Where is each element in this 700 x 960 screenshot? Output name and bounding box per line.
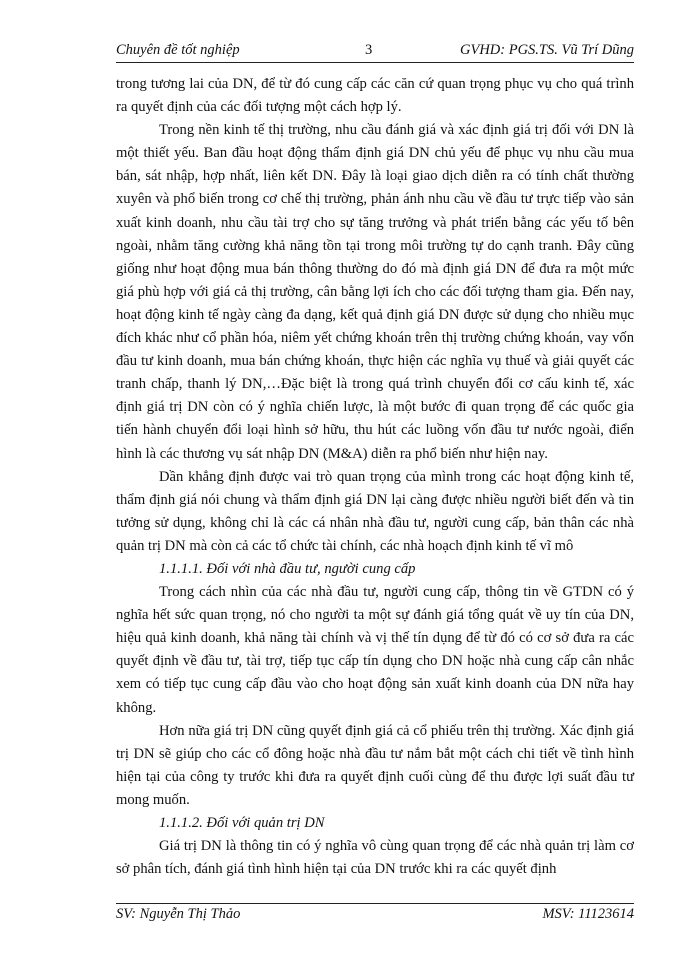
paragraph-investors: Trong cách nhìn của các nhà đầu tư, người cung cấp, thông tin về GTDN có ý nghĩa hết sức quan trọng, nó cho người ta một sự đánh giá tổng quát về uy tín của DN, hiệu quả kinh doanh, khả năng tài chính và vị thế tín dụng để từ đó có cơ sở đưa ra các quyết định về đầu tư, tài trợ, tiếp tục cấp tín dụng cho DN hoặc nhà cung cấp cân nhắc xem có tiếp tục cung cấp đầu vào cho hoạt động sản xuất kinh doanh của DN nữa hay không. <box>116 584 634 716</box>
paragraph-continuation: trong tương lai của DN, để từ đó cung cấp các căn cứ quan trọng phục vụ cho quá trình ra quyết định của các đối tượng một cách hợp lý. <box>116 76 634 116</box>
section-heading-management: 1.1.1.2. Đối với quản trị DN <box>159 815 325 831</box>
footer-student-name: SV: Nguyễn Thị Thảo <box>116 906 241 922</box>
footer-student-id: MSV: 11123614 <box>542 906 634 922</box>
section-heading-investors: 1.1.1.1. Đối với nhà đầu tư, người cung cấp <box>159 560 416 577</box>
page-header <box>116 40 634 63</box>
paragraph-management: Giá trị DN là thông tin có ý nghĩa vô cùng quan trọng để các nhà quản trị làm cơ sở phân tích, đánh giá tình hình hiện tại của DN trước khi ra các quyết định <box>116 838 634 878</box>
paragraph-share-price: Hơn nữa giá trị DN cũng quyết định giá cả cổ phiếu trên thị trường. Xác định giá trị DN sẽ giúp cho các cổ đông hoặc nhà đầu tư nắm bắt một cách chi tiết về tình hình hiện tại của công ty trước khi đưa ra quyết định cuối cùng để thu được lợi suất đầu tư mong muốn. <box>116 722 634 808</box>
header-advisor: GVHD: PGS.TS. Vũ Trí Dũng <box>459 42 634 58</box>
document-body <box>116 73 634 881</box>
paragraph-role: Dần khẳng định được vai trò quan trọng của mình trong các hoạt động kinh tế, thẩm định giá nói chung và thẩm định giá DN lại càng được nhiều người biết đến và tin tưởng sử dụng, không chỉ là các cá nhân nhà đầu tư, người cung cấp, bản thân các nhà quản trị DN mà còn cả các tổ chức tài chính, các nhà hoạch định kinh tế vĩ mô <box>116 468 634 554</box>
header-document-type: Chuyên đề tốt nghiệp <box>116 42 240 58</box>
page-number: 3 <box>365 42 373 58</box>
paragraph-market-demand: Trong nền kinh tế thị trường, nhu cầu đánh giá và xác định giá trị đối với DN là một thiết yếu. Ban đầu hoạt động thẩm định giá DN chủ yếu để phục vụ nhu cầu mua bán, sát nhập, hợp nhất, liên kết DN. Đây là loại giao dịch diễn ra có tính chất thường xuyên và phổ biến trong cơ chế thị trường, phản ánh nhu cầu về đầu tư trực tiếp vào sản xuất kinh doanh, nhu cầu tài trợ cho sự tăng trưởng và phát triển bằng các yếu tố bên ngoài, nhằm tăng cường khả năng tồn tại trong môi trường tự do cạnh tranh. Đây cũng giống như hoạt động mua bán thông thường do đó mà định giá DN để đưa ra một mức giá phù hợp với giá cả thị trường, cân bằng lợi ích cho các đối tượng tham gia. Đến nay, hoạt động kinh tế ngày càng đa dạng, kết quả định giá DN được sử dụng cho nhiều mục đích khác như cổ phần hóa, niêm yết chứng khoán trên thị trường chứng khoán, vay vốn đầu tư kinh doanh, mua bán chứng khoán, thực hiện các nghĩa vụ thuế và giải quyết các tranh chấp, thanh lý DN,…Đặc biệt là trong quá trình chuyển đổi cơ cấu kinh tế, xác định giá trị DN còn có ý nghĩa chiến lược, là một bước đi quan trọng để các quốc gia tiến hành chuyển đổi loại hình sở hữu, thu hút các luồng vốn đầu tư nước ngoài, điển hình là các thương vụ sát nhập DN (M&A) diễn ra phổ biến như hiện nay. <box>116 122 634 462</box>
page-footer <box>116 903 634 926</box>
